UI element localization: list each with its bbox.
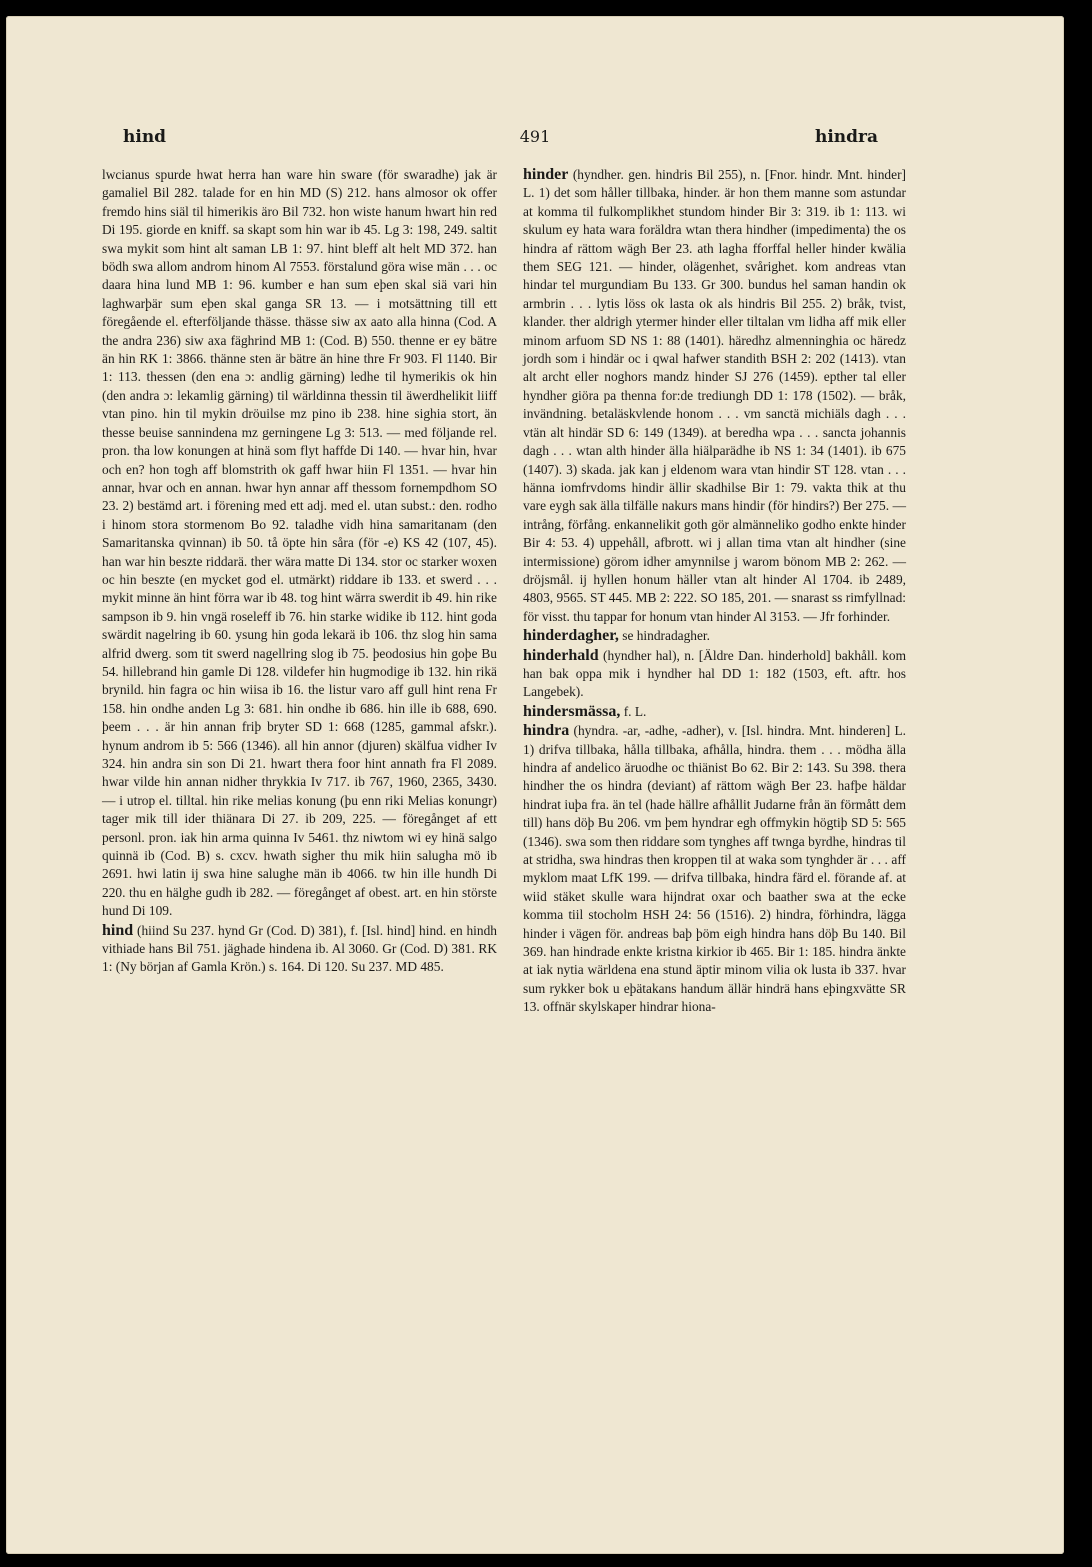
entry-hinderdagher-text: se hindradagher. bbox=[622, 628, 710, 644]
lemma-hindra: hindra bbox=[523, 722, 570, 740]
entry-hinderdagher bbox=[523, 627, 906, 645]
entry-hinderhald-text: (hyndher hal), n. [Äldre Dan. hinderhold] bakhåll. kom han bak oppa mik i hyndher hal DD 1: 182 (1503, eft. aftr. hos Langebek). bbox=[523, 647, 906, 700]
header-left-word: hind bbox=[123, 127, 167, 147]
entry-hindra bbox=[523, 722, 906, 1017]
dictionary-page bbox=[6, 16, 1064, 1554]
entry-hinder-text: (hyndher. gen. hindris Bil 255), n. [Fnor. hindr. Mnt. hinder] L. 1) det som håller tillbaka, hinder. är hon them manne som astundar at komma til fulkomplikhet stundom hinder Bir 3: 319. ib 1: 113. wi skulum ey hata wara foräldra wtan thera hindher (impedimenta) the os hindra af rättom wägh Ber 23. ath lagha fforffal heller hinder kwälia them SEG 121. — hinder, olägenhet, svårighet. kom andreas vtan hindar tel murgundiam Bu 133. Gr 300. bundus hel saman handin ok armbrin . . . lytis löss ok lasta ok als hindris Bil 255. 2) bråk, tvist, klander. ther aldrigh ytermer hinder eller tiltalan vm lidha aff mik eller minom arfuom SD NS 1: 88 (1401). häredhz almenninghia oc häredz jordh som i hindär oc i qwal hafwer standith BSH 2: 202 (1413). vtan alt archt eller noghors mandz hinder SJ 276 (1459). epther tal eller hyndher giöra pa thenna for:de trediungh DD 1: 178 (1502). — bråk, invändning. betaläskvlende honom . . . vm sanctä michiäls dagh . . . vtän alt hindär SD 6: 149 (1349). at beredha wpa . . . sancta johannis dagh . . . wtan alth hinder älla hiälparädhe ib NS 1: 34 (1401). ib 675 (1407). 3) skada. jak kan j eldenom wara vtan hindir ST 128. vtan . . . hänna iomfrvdoms hindir ällir skadhilse Bir 1: 79. vakta thik at thu vare eygh sak älla tilfälle nakurs mans hindir (för hindirs?) Ber 275. — intrång, förfång. enkannelikit goth gör almänneliko godho enkte hinder Bir 4: 53. 4) uppehåll, afbrott. wi j allan tima vtan alt hindher (sine intermissione) görom idher amynnilse j warom bönom MB 2: 262. — dröjsmål. ij hyllen honum häller vtan alt hinder Al 1704. ib 2489, 4803, 9565. ST 445. MB 2: 222. SO 185, 201. — snarast ss rimfyllnad: för visst. thu tappar for honum vtan hinder Al 3153. — Jfr forhinder. bbox=[523, 167, 906, 624]
running-header bbox=[6, 127, 1064, 153]
right-column bbox=[523, 166, 906, 1017]
page-number: 491 bbox=[519, 127, 551, 146]
left-column bbox=[102, 166, 497, 977]
entry-hindersmassa bbox=[523, 703, 906, 721]
entry-hindra-text: (hyndra. -ar, -adhe, -adher), v. [Isl. hindra. Mnt. hinderen] L. 1) drifva tillbaka, hålla tillbaka, afhålla, hindra. them . . . mödha älla hindra af andelico äruodhe oc thiänist Bo 62. Bir 2: 143. Su 398. thera hindher the os hindra (deviant) af rättom wägh Ber 23. hafþe häldar hindrat iuþa fra. än tel (hade hällre afhållit Judarne från än förmått dem till) hans döþ Bu 206. vm þem hyndrar egh offmykin högtiþ SD 5: 565 (1346). swa som then riddare som tynghes aff twnga byrdhe, hindras til at stridha, swa hindras then kroppen til at waka som tynghder är . . . aff myklom maat LfK 199. — drifva tillbaka, hindra färd el. förande af. at wiid stäket skulle wara hijndrat oxar och baather swa at the ecke komma tiil stocholm HSH 24: 56 (1516). 2) hindra, förhindra, lägga hinder i vägen för. andreas baþ þöm eigh hindra hans döþ Bu 140. Bil 369. han hindrade enkte kristna kirkior ib 465. Bir 1: 185. hindra änkte at iak nytia wärldena ena stund äptir minom vilia ok lusta ib 337. hvar sum rykker bok u eþätakans handum ällär hindrä hans eþingxvätte SR 13. offnär skylskaper hindrar hiona- bbox=[523, 723, 906, 1015]
entry-hindersmassa-text: f. L. bbox=[623, 703, 647, 719]
entry-hinderhald bbox=[523, 647, 906, 702]
lemma-hindersmassa: hindersmässa, bbox=[523, 702, 621, 720]
entry-hind bbox=[102, 922, 497, 977]
lemma-hinderhald: hinderhald bbox=[523, 646, 599, 664]
lemma-hind: hind bbox=[102, 921, 134, 939]
entry-hind-text: (hiind Su 237. hynd Gr (Cod. D) 381), f. [Isl. hind] hind. en hindh vithiade hans Bil 751. jäghade hindena ib. Al 3060. Gr (Cod. D) 381. RK 1: (Ny början af Gamla Krön.) s. 164. Di 120. Su 237. MD 485. bbox=[102, 922, 497, 975]
entry-hinder bbox=[523, 166, 906, 626]
lemma-hinder: hinder bbox=[523, 166, 569, 183]
header-right-word: hindra bbox=[814, 127, 878, 147]
entry-hin-continued: lwcianus spurde hwat herra han ware hin sware (för swaradhe) jak är gamaliel Bil 282. talade for en hin MD (S) 212. hans almosor ok offer fremdo hins siäl til himerikis äro Bil 732. hon wiste hanum hwart hin red Di 195. giorde en kniff. sa skapt som hin war ib 45. Lg 3: 198, 249. saltit swa mykit som hint alt saman LB 1: 97. hint bleff alt helt MD 372. han bödh swa allom androm hinom Al 7553. förstalund göra wise män . . . oc daara hina lund MB 1: 96. kumber e han sum eþen skal siä vari hin laghwarþär sum eþen skal ganga SR 13. — i motsättning till ett föregående el. efterföljande thässe. thässe siw ax aato alla hinna (Cod. A the andra 236) siw axa fäghrind MB 1: (Cod. B) 550. thenne er ey bätre än hin RK 1: 3866. thänne sten är bätre än hine thre Fr 903. Fl 1140. Bir 1: 113. thessen (den ena ɔ: andlig gärning) ledhe til hymerikis ok hin (den andra ɔ: lekamlig gärning) til wärldinna thessin til äwerdhelikit liiff vtan pino. hin til mykin dröuilse mz pino ib 238. hine sighia stort, än thesse beuise sannindena mz gerningene Lg 3: 513. — med följande rel. pron. tha low konungen at hinä som flyt haffde Di 140. — hvar hin, hvar och en? hon togh aff blomstrith ok gaff hwar hiin Fl 1351. — hvar hin annar, hvar och en annan. hwar hyn annar aff thessom fornempdhom SO 23. 2) bestämd art. i förening med ett adj. med el. utan subst.: den. rodho i hinom stora stormenom Bo 92. taladhe vidh hina samaritanam (den Samaritanska qvinnan) ib 50. tå öpte hin såra (för -e) KS 42 (107, 45). han war hin beszte riddarä. ther wära matte Di 134. stor oc starker woxen oc hin beszte (en mycket god el. utmärkt) riddare ib 133. et swerd . . . mykit minne än hint förra war ib 48. tog hint wärra swerdit ib 49. hin rike sampson ib 9. hin vngä roseleff ib 76. hin starke widike ib 112. hint goda swärdit nagelring ib 60. ysung hin goda lekarä ib 106. thz slog hin sama alfrid dwerg. som tit swerd nagellring slog ib 75. þeodosius hin goþe Bu 54. hillebrand hin gamle Di 128. vildefer hin hugmodige ib 132. hin rikä brynild. hin fagra oc hin wiisa ib 16. the listur varo aff gull hint rena Fr 158. hin ondhe anden Lg 3: 681. hin ondhe ib 686. hin ille ib 688, 690. þeem . . . är hin annan friþ bryter SD 1: 668 (1285, gammal afskr.). hynum androm ib 5: 566 (1346). all hin annor (djuren) skälfua vidher Iv 324. hin andra sin son Di 21. hwart thera foor hint annath fra Fl 2089. hwar vilde hin annan nidher thrykkia Iv 717. ib 767, 1960, 2365, 3430. — i utrop el. tilltal. hin rike melias konung (þu enn riki Melias konungr) tager mik till ider thiänara Di 27. ib 209, 225. — föregånget af ett personl. pron. iak hin arma quinna Iv 5461. thz niwtom wi ey hinä salgo quinnä ib (Cod. B) s. cxcv. hwath sigher thu mik hiin salugha mö ib 2691. hwi latin ij swa hine salughe män ib 4066. tw hin ille hundh Di 220. thu en hälghe gudh ib 282. — föregånget af obest. art. en hin störste hund Di 109. bbox=[102, 167, 497, 919]
lemma-hinderdagher: hinderdagher, bbox=[523, 627, 619, 645]
